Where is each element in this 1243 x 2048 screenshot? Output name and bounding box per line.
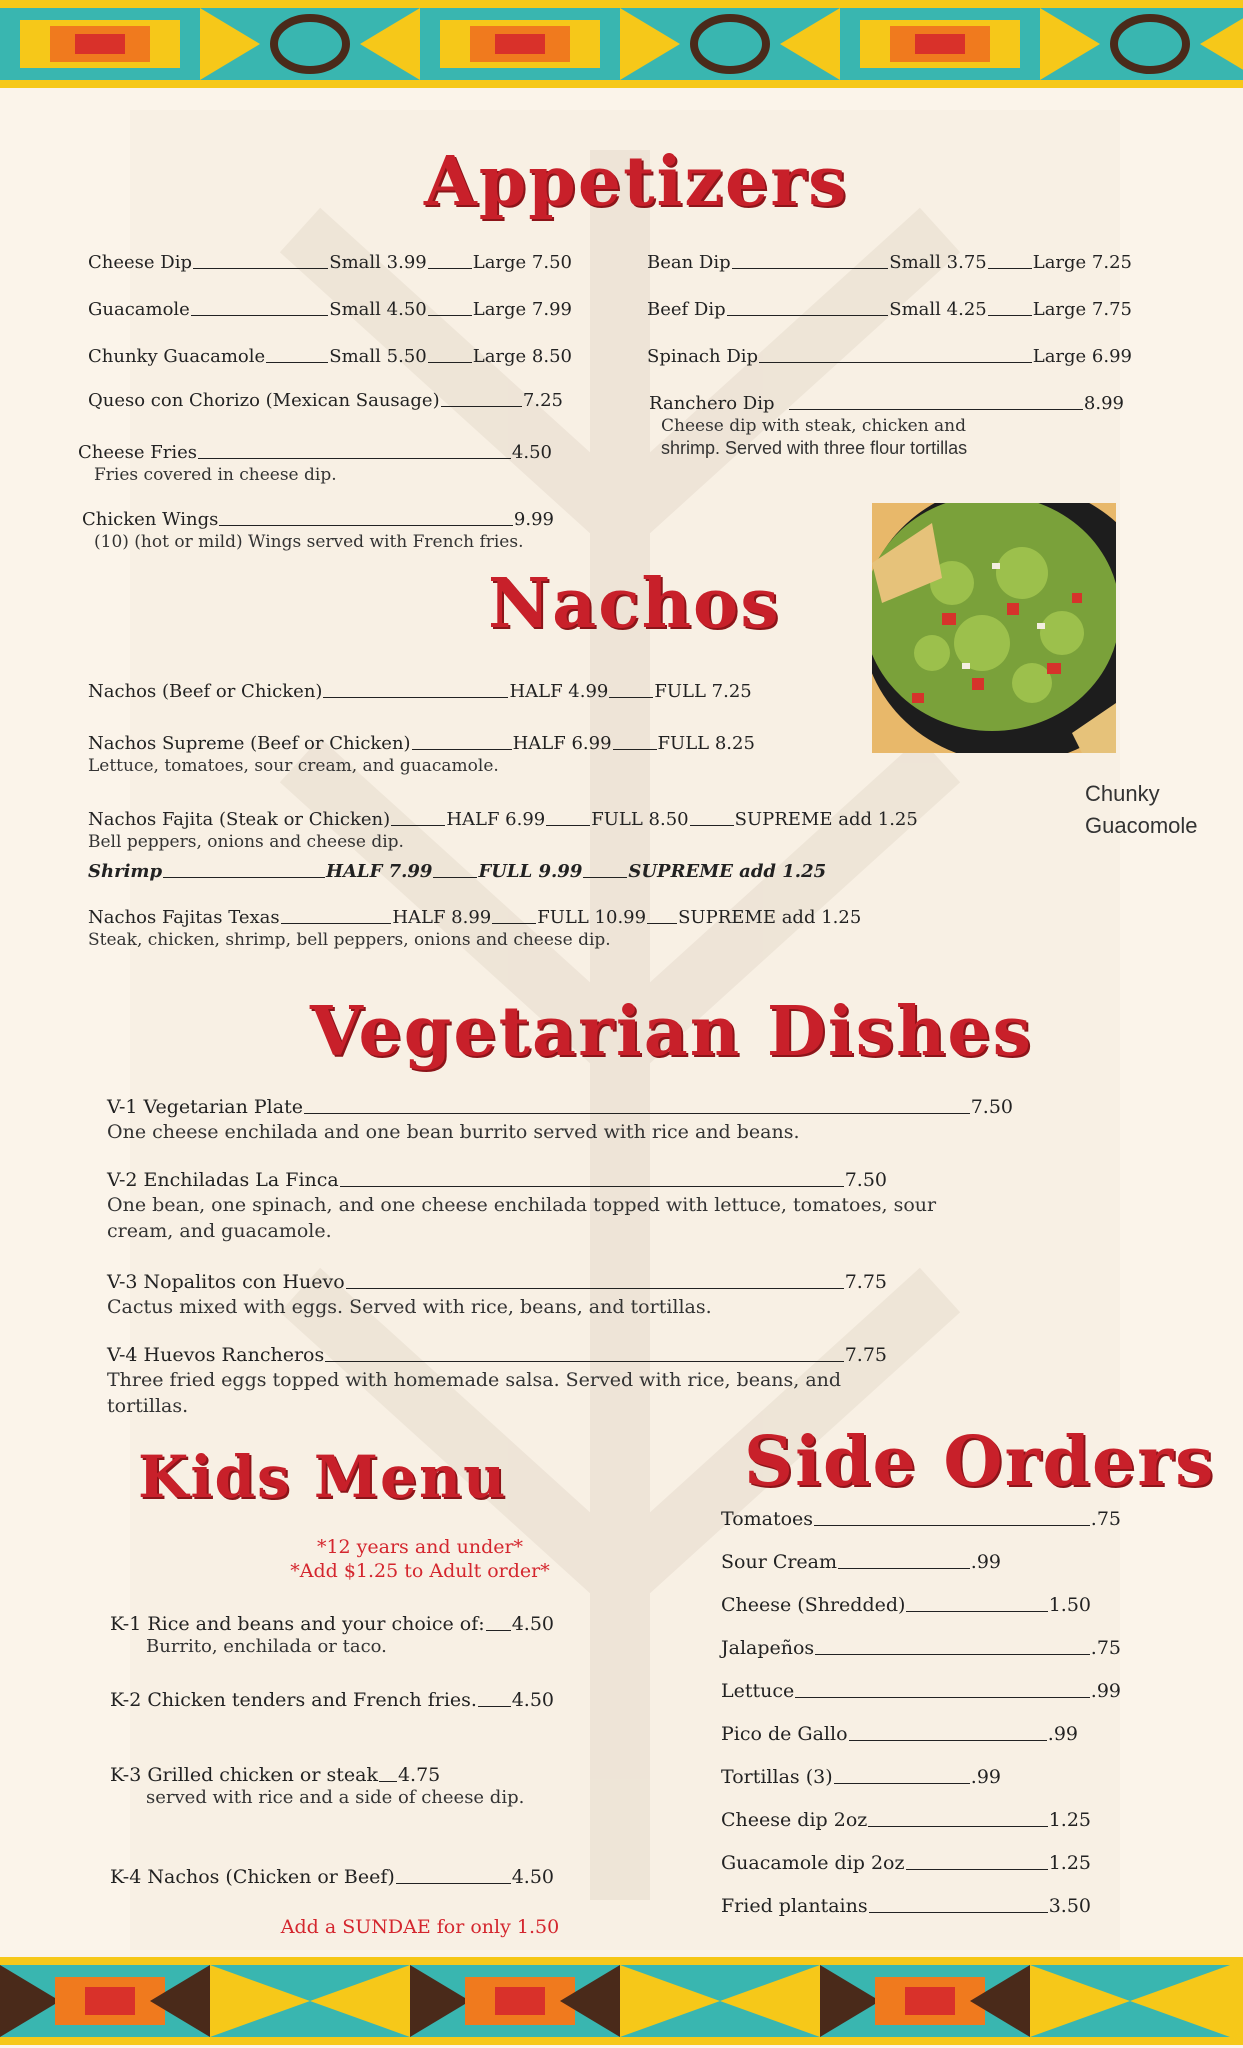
item-description: One cheese enchilada and one bean burrito served with rice and beans. [107,1121,800,1143]
item-name: V-1 Vegetarian Plate [107,1096,303,1118]
item-name: Sour Cream [721,1551,838,1573]
menu-item-nachos-texas [88,907,972,951]
item-price-small: Small 4.25 [889,299,987,320]
item-price-full: FULL 8.25 [657,733,755,754]
item-price: 1.50 [1048,1594,1091,1616]
item-name: V-2 Enchiladas La Finca [107,1169,339,1191]
item-price: .99 [970,1551,1001,1573]
item-description-line1: Cheese dip with steak, chicken and [661,416,967,436]
chunky-guacamole-photo [872,503,1116,753]
item-name: Bean Dip [647,252,731,273]
item-name: Cheese Dip [88,252,192,273]
item-price: 7.50 [844,1169,887,1191]
item-price: 3.50 [1048,1895,1091,1917]
item-description-line2: shrimp. Served with three flour tortillas [661,438,968,458]
menu-item-k2 [110,1688,554,1712]
item-price: 7.75 [844,1344,887,1366]
item-price-half: HALF 7.99 [325,861,433,882]
item-price-full: FULL 8.50 [591,809,689,830]
item-price: 1.25 [1048,1809,1091,1831]
side-item-tortillas [721,1765,1001,1789]
item-description: Burrito, enchilada or taco. [146,1636,387,1657]
item-name: Lettuce [721,1680,795,1702]
side-item-pico-de-gallo [721,1722,1078,1746]
item-description: Bell peppers, onions and cheese dip. [88,832,404,852]
item-name: Beef Dip [647,299,726,320]
item-name: Nachos Fajitas Texas [88,907,280,928]
item-description: (10) (hot or mild) Wings served with French fries. [94,532,524,552]
item-price: 7.50 [970,1096,1013,1118]
item-price-half: HALF 8.99 [392,907,492,928]
menu-item-bean-dip [647,252,1132,274]
item-name: Nachos Fajita (Steak or Chicken) [88,809,391,830]
item-name: V-3 Nopalitos con Huevo [107,1271,345,1293]
item-price-large: Large 7.50 [472,252,572,273]
item-description: Steak, chicken, shrimp, bell peppers, onions and cheese dip. [88,930,611,950]
menu-item-nachos-fajita [88,809,972,853]
side-item-lettuce [721,1679,1121,1703]
photo-caption-line1: Chunky [1085,781,1160,806]
menu-item-k4 [110,1865,554,1889]
item-name: Nachos (Beef or Chicken) [88,681,323,702]
menu-item-beef-dip [647,299,1132,321]
item-name: Spinach Dip [647,346,759,367]
side-item-tomatoes [721,1507,1121,1531]
appetizers-heading: Appetizers [424,142,849,222]
side-item-cheese-dip [721,1808,1091,1832]
item-price: 4.50 [511,442,552,463]
item-price: 7.25 [522,390,563,411]
item-description: served with rice and a side of cheese dip. [146,1787,525,1808]
item-name: Guacamole [88,299,190,320]
item-price-small: Small 4.50 [329,299,427,320]
item-price: .99 [1047,1723,1078,1745]
item-name: K-2 Chicken tenders and French fries. [110,1689,477,1711]
item-price-small: Small 3.99 [329,252,427,273]
item-price: 4.50 [511,1866,554,1888]
menu-item-k1 [110,1612,554,1658]
nachos-heading: Nachos [488,564,781,644]
item-price-half: HALF 6.99 [446,809,546,830]
item-price: .99 [1090,1680,1121,1702]
menu-item-v4 [107,1343,887,1419]
item-name: K-4 Nachos (Chicken or Beef) [110,1866,395,1888]
item-description-v2: One bean, one spinach, and one cheese enchilada topped with lettuce, tomatoes, sour cream, and guacamole. [107,1194,937,1242]
item-price: 9.99 [513,509,554,530]
side-item-sour-cream [721,1550,1001,1574]
item-description: Fries covered in cheese dip. [94,465,337,485]
menu-item-v1 [107,1095,1013,1145]
item-name: V-4 Huevos Rancheros [107,1344,325,1366]
menu-item-k3 [110,1763,580,1809]
item-price-large: Large 7.25 [1032,252,1132,273]
sundae-note: Add a SUNDAE for only 1.50 [280,1916,560,1938]
menu-item-cheese-dip [88,252,572,274]
item-price-full: FULL 9.99 [478,861,583,882]
item-name: Chicken Wings [82,509,219,530]
item-price: 4.75 [397,1764,441,1786]
item-name: K-1 Rice and beans and your choice of: [110,1613,485,1635]
item-price-half: HALF 6.99 [512,733,612,754]
menu-item-chunky-guacamole [88,346,572,368]
menu-item-spinach-dip [647,346,1132,368]
item-price: 4.50 [511,1689,554,1711]
item-price: 4.50 [511,1613,554,1635]
item-price: 8.99 [1083,393,1124,414]
item-name: Cheese (Shredded) [721,1594,906,1616]
menu-item-nachos-supreme [88,733,972,777]
item-name: Nachos Supreme (Beef or Chicken) [88,733,411,754]
item-name: Jalapeños [721,1637,815,1659]
top-border-pattern [0,0,1243,88]
item-description: Lettuce, tomatoes, sour cream, and guacamole. [88,756,499,776]
item-name: Guacamole dip 2oz [721,1852,905,1874]
item-price: 7.75 [844,1271,887,1293]
menu-item-queso [88,390,563,412]
item-price-half: HALF 4.99 [509,681,609,702]
item-name: Cheese Fries [78,442,198,463]
side-item-fried-plantains [721,1894,1091,1918]
item-price: .99 [970,1766,1001,1788]
item-price: 1.25 [1048,1852,1091,1874]
item-description: Cactus mixed with eggs. Served with rice, beans, and tortillas. [107,1296,712,1318]
side-orders-heading: Side Orders [744,1422,1216,1502]
menu-item-nachos [88,681,972,703]
item-price-supreme: SUPREME add 1.25 [628,861,827,882]
item-name: Queso con Chorizo (Mexican Sausage) [88,390,440,411]
menu-item-v2 [107,1168,887,1192]
item-price-large: Large 7.99 [472,299,572,320]
item-name: Chunky Guacamole [88,346,266,367]
item-price-full: FULL 7.25 [654,681,752,702]
item-description: Three fried eggs topped with homemade salsa. Served with rice, beans, and tortillas. [107,1369,842,1417]
item-name: Shrimp [88,861,163,882]
item-price: .75 [1090,1637,1121,1659]
item-price-large: Large 8.50 [472,346,572,367]
item-price-large: Large 6.99 [1032,346,1132,367]
menu-item-guacamole [88,299,572,321]
item-price: .75 [1090,1508,1121,1530]
item-price-supreme: SUPREME add 1.25 [678,907,862,928]
item-name: Tortillas (3) [721,1766,833,1788]
vegetarian-heading: Vegetarian Dishes [310,992,1033,1072]
menu-item-ranchero-dip [649,393,1124,459]
photo-caption [1085,778,1198,842]
side-item-guacamole-dip [721,1851,1091,1875]
item-price-small: Small 5.50 [329,346,427,367]
item-name: Cheese dip 2oz [721,1809,868,1831]
item-name: Tomatoes [721,1508,814,1530]
item-price-full: FULL 10.99 [537,907,647,928]
item-price-large: Large 7.75 [1032,299,1132,320]
side-item-cheese [721,1593,1091,1617]
item-name: Pico de Gallo [721,1723,848,1745]
menu-item-cheese-fries [78,442,552,486]
menu-item-chicken-wings [82,509,554,553]
bottom-border-pattern [0,1957,1243,2045]
kids-age-note: *12 years and under* [316,1536,524,1558]
side-item-jalapenos [721,1636,1121,1660]
kids-menu-heading: Kids Menu [138,1443,508,1511]
menu-item-v3 [107,1270,887,1320]
item-name: Ranchero Dip [649,393,775,414]
item-price-supreme: SUPREME add 1.25 [734,809,918,830]
kids-adult-note: *Add $1.25 to Adult order* [290,1560,550,1582]
item-price-small: Small 3.75 [889,252,987,273]
item-name: Fried plantains [721,1895,868,1917]
item-name: K-3 Grilled chicken or steak [110,1764,378,1786]
menu-item-shrimp [88,861,988,883]
photo-caption-line2: Guacomole [1085,813,1198,838]
